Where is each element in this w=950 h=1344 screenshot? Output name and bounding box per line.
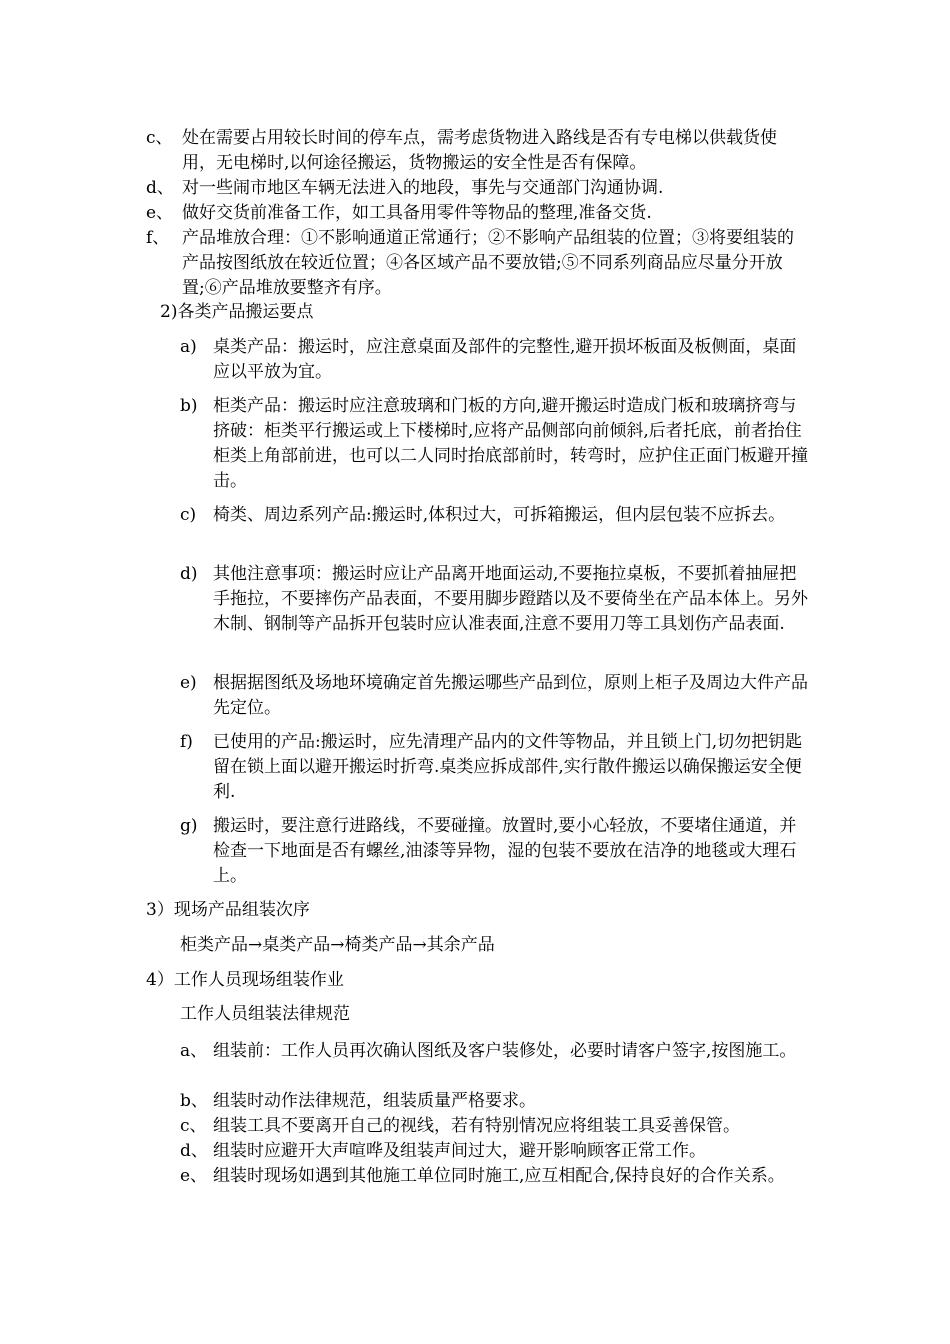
section-heading: 4）工作人员现场组装作业 <box>146 970 344 990</box>
list-item <box>180 335 808 385</box>
assembly-sequence: 柜类产品→桌类产品→椅类产品→其余产品 <box>180 935 495 955</box>
list-marker: f) <box>180 732 193 752</box>
list-item <box>180 671 808 721</box>
list-marker: d、 <box>146 178 174 198</box>
list-text: 已使用的产品:搬运时，应先清理产品内的文件等物品，并且锁上门,切勿把钥匙留在锁上面以避开搬运时折弯.桌类应拆成部件,实行散件搬运以确保搬运安全便利. <box>213 732 803 802</box>
section-heading: 3）现场产品组装次序 <box>146 900 310 920</box>
list-marker: d、 <box>180 1141 208 1161</box>
list-item <box>180 1164 808 1189</box>
list-item <box>180 1114 808 1139</box>
list-marker: e、 <box>180 1166 208 1186</box>
list-text: 其他注意事项：搬运时应让产品离开地面运动,不要拖拉桌板，不要抓着抽屉把手拖拉，不要摔伤产品表面，不要用脚步蹬踏以及不要倚坐在产品本体上。另外木制、钢制等产品拆开包装时应认准表面,注意不要用刀等工具划伤产品表面. <box>213 564 808 634</box>
list-item <box>180 562 808 637</box>
list-item <box>146 176 808 201</box>
list-marker: a) <box>180 337 197 357</box>
list-marker: d) <box>180 564 198 584</box>
list-text: 处在需要占用较长时间的停车点，需考虑货物进入路线是否有专电梯以供载货使用，无电梯时,以何途径搬运，货物搬运的安全性是否有保障。 <box>182 128 777 173</box>
list-marker: g) <box>180 816 198 836</box>
list-item <box>180 1039 808 1064</box>
list-item <box>180 394 808 494</box>
list-item <box>146 126 808 176</box>
list-text: 搬运时，要注意行进路线，不要碰撞。放置时,要小心轻放，不要堵住通道，并检查一下地面是否有螺丝,油漆等异物，湿的包装不要放在洁净的地毯或大理石上。 <box>213 816 797 886</box>
list-marker: b) <box>180 396 198 416</box>
list-text: 柜类产品：搬运时应注意玻璃和门板的方向,避开搬运时造成门板和玻璃挤弯与挤破：柜类平行搬运或上下楼梯时,应将产品侧部向前倾斜,后者托底，前者抬住柜类上角部前进，也可以二人同时抬底部前时，转弯时，应护住正面门板避开撞击。 <box>213 396 808 491</box>
list-item <box>146 201 808 226</box>
list-marker: f、 <box>146 228 170 248</box>
section-heading: 2)各类产品搬运要点 <box>160 302 314 322</box>
section-subheading: 工作人员组装法律规范 <box>180 1004 350 1024</box>
list-marker: e) <box>180 673 197 693</box>
list-text: 组装时动作法律规范，组装质量严格要求。 <box>213 1091 536 1111</box>
list-text: 做好交货前准备工作，如工具备用零件等物品的整理,准备交货. <box>182 203 652 223</box>
list-marker: e、 <box>146 203 174 223</box>
list-marker: c) <box>180 505 197 525</box>
list-text: 组装时现场如遇到其他施工单位同时施工,应互相配合,保持良好的合作关系。 <box>213 1166 785 1186</box>
list-item <box>146 226 808 301</box>
list-item <box>180 730 808 805</box>
list-text: 桌类产品：搬运时，应注意桌面及部件的完整性,避开损坏板面及板侧面，桌面应以平放为宜。 <box>213 337 797 382</box>
list-text: 组装时应避开大声喧哗及组装声间过大，避开影响顾客正常工作。 <box>213 1141 706 1161</box>
list-text: 对一些闹市地区车辆无法进入的地段，事先与交通部门沟通协调. <box>182 178 664 198</box>
list-text: 组装前：工作人员再次确认图纸及客户装修处，必要时请客户签字,按图施工。 <box>213 1041 797 1061</box>
list-marker: b、 <box>180 1091 208 1111</box>
list-text: 产品堆放合理：①不影响通道正常通行；②不影响产品组装的位置；③将要组装的产品按图纸放在较近位置；④各区域产品不要放错;⑤不同系列商品应尽量分开放置;⑥产品堆放要整齐有序。 <box>182 228 794 298</box>
list-item <box>180 814 808 889</box>
list-text: 根据据图纸及场地环境确定首先搬运哪些产品到位，原则上柜子及周边大件产品先定位。 <box>213 673 808 718</box>
list-item <box>180 1089 808 1114</box>
list-marker: c、 <box>180 1116 207 1136</box>
list-text: 椅类、周边系列产品:搬运时,体积过大，可拆箱搬运，但内层包装不应拆去。 <box>213 505 786 525</box>
list-item <box>180 1139 808 1164</box>
list-text: 组装工具不要离开自己的视线，若有特别情况应将组装工具妥善保管。 <box>213 1116 740 1136</box>
list-marker: a、 <box>180 1041 208 1061</box>
list-marker: c、 <box>146 128 173 148</box>
list-item <box>180 503 808 528</box>
